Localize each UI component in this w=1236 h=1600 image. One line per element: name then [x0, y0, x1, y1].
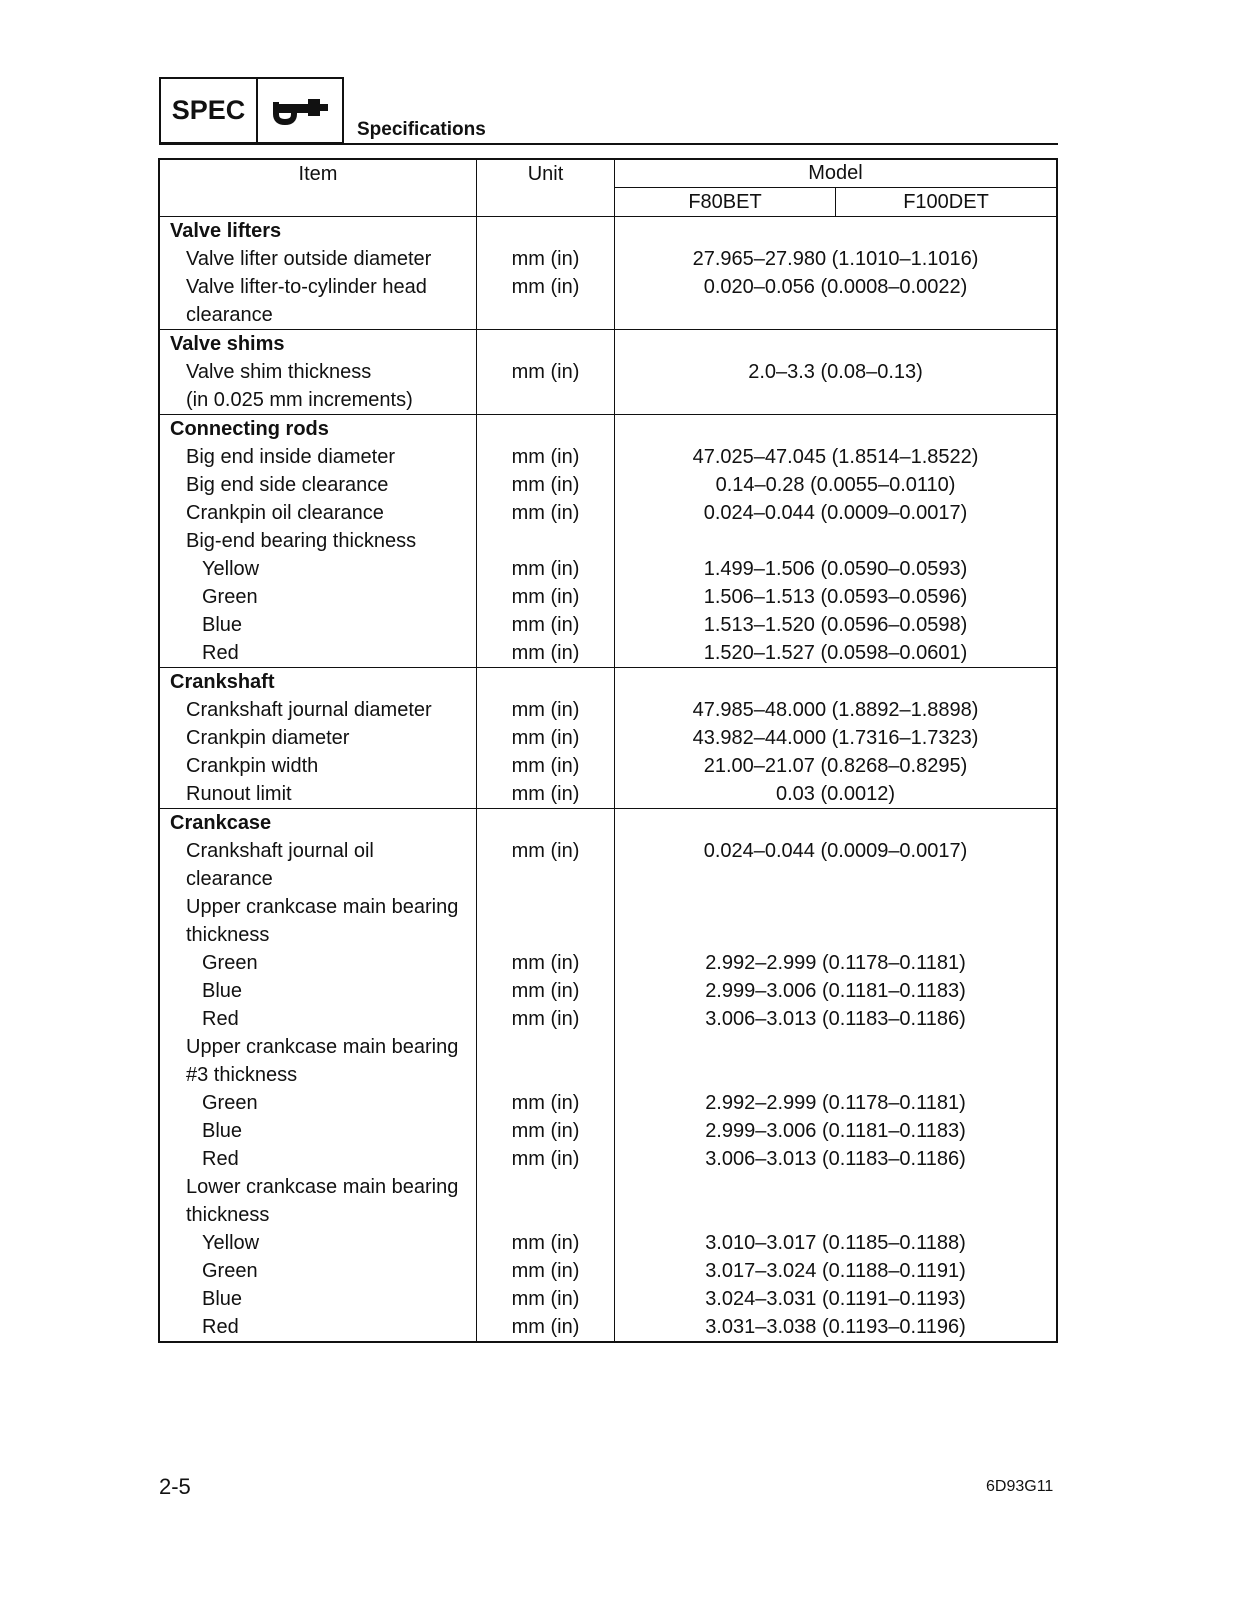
table-row — [159, 583, 1057, 611]
table-row — [159, 273, 1057, 301]
value-cell: 1.520–1.527 (0.0598–0.0601) — [615, 639, 1058, 668]
category-title: Crankcase — [159, 809, 477, 838]
item-cell: Crankshaft journal oil — [159, 837, 477, 865]
value-cell — [615, 921, 1058, 949]
category-title: Valve shims — [159, 330, 477, 359]
section-badge — [159, 77, 344, 144]
unit-cell: mm (in) — [477, 555, 615, 583]
unit-cell — [477, 1061, 615, 1089]
value-cell: 1.506–1.513 (0.0593–0.0596) — [703, 586, 968, 608]
unit-cell: mm (in) — [477, 245, 615, 273]
table-row — [159, 1061, 1057, 1089]
item-cell: Upper crankcase main bearing — [159, 1033, 477, 1061]
value-cell — [615, 415, 1058, 444]
table-row — [159, 1005, 1057, 1033]
item-cell: Red — [159, 1313, 477, 1342]
item-cell: Lower crankcase main bearing — [159, 1173, 477, 1201]
item-cell: Valve lifter-to-cylinder head — [159, 273, 477, 301]
item-cell: Red — [159, 639, 477, 668]
unit-cell: mm (in) — [477, 639, 615, 668]
unit-cell: mm (in) — [477, 724, 615, 752]
table-header-row — [159, 159, 1057, 217]
caliper-gauge-icon — [258, 79, 342, 142]
table-row — [159, 386, 1057, 415]
table-row — [159, 499, 1057, 527]
unit-cell — [477, 301, 615, 330]
item-cell: Crankpin width — [159, 752, 477, 780]
item-cell: thickness — [159, 1201, 477, 1229]
item-cell: clearance — [159, 865, 477, 893]
table-row — [159, 865, 1057, 893]
value-cell — [615, 809, 1058, 838]
unit-cell: mm (in) — [477, 471, 615, 499]
value-cell: 2.992–2.999 (0.1178–0.1181) — [705, 952, 966, 974]
unit-cell — [477, 217, 615, 246]
unit-cell: mm (in) — [477, 1313, 615, 1342]
unit-cell: mm (in) — [477, 696, 615, 724]
table-row — [159, 837, 1057, 865]
item-cell: Big end side clearance — [159, 471, 477, 499]
value-cell — [615, 1061, 1058, 1089]
table-row — [159, 1173, 1057, 1201]
table-row — [159, 921, 1057, 949]
table-row — [159, 527, 1057, 555]
value-cell — [615, 893, 1058, 921]
spec-table — [158, 158, 1058, 1343]
value-cell: 47.025–47.045 (1.8514–1.8522) — [692, 446, 979, 468]
unit-cell: mm (in) — [477, 1117, 615, 1145]
category-row — [159, 809, 1057, 838]
unit-cell: mm (in) — [477, 1005, 615, 1033]
model-f80bet: F80BET — [615, 188, 836, 216]
unit-cell: mm (in) — [477, 611, 615, 639]
value-cell: 3.031–3.038 (0.1193–0.1196) — [705, 1316, 966, 1338]
table-row — [159, 358, 1057, 386]
unit-cell — [477, 386, 615, 415]
unit-cell: mm (in) — [477, 1285, 615, 1313]
unit-cell: mm (in) — [477, 977, 615, 1005]
table-row — [159, 780, 1057, 809]
item-cell: Upper crankcase main bearing — [159, 893, 477, 921]
col-header-model — [615, 159, 1058, 217]
item-cell: Valve lifter outside diameter — [159, 245, 477, 273]
value-cell: 1.499–1.506 (0.0590–0.0593) — [703, 558, 968, 580]
table-row — [159, 977, 1057, 1005]
value-cell: 3.024–3.031 (0.1191–0.1193) — [705, 1288, 966, 1310]
item-cell: Crankshaft journal diameter — [159, 696, 477, 724]
category-row — [159, 330, 1057, 359]
unit-cell — [477, 330, 615, 359]
table-row — [159, 1033, 1057, 1061]
spec-label: SPEC — [161, 79, 258, 142]
table-row — [159, 301, 1057, 330]
item-cell: Blue — [159, 611, 477, 639]
model-label: Model — [615, 160, 1056, 188]
item-cell: Runout limit — [159, 780, 477, 809]
value-cell: 21.00–21.07 (0.8268–0.8295) — [703, 755, 968, 777]
table-row — [159, 555, 1057, 583]
value-cell — [615, 1173, 1058, 1201]
item-cell: clearance — [159, 301, 477, 330]
item-cell: Green — [159, 1089, 477, 1117]
table-row — [159, 245, 1057, 273]
category-row — [159, 217, 1057, 246]
unit-cell: mm (in) — [477, 1145, 615, 1173]
table-row — [159, 1201, 1057, 1229]
table-row — [159, 1145, 1057, 1173]
item-cell: thickness — [159, 921, 477, 949]
unit-cell — [477, 865, 615, 893]
item-cell: Yellow — [159, 1229, 477, 1257]
value-cell: 27.965–27.980 (1.1010–1.1016) — [692, 248, 979, 270]
unit-cell — [477, 893, 615, 921]
table-row — [159, 443, 1057, 471]
item-cell: Big-end bearing thickness — [159, 527, 477, 555]
value-cell — [615, 527, 1058, 555]
unit-cell — [477, 809, 615, 838]
table-row — [159, 1229, 1057, 1257]
unit-cell: mm (in) — [477, 1089, 615, 1117]
item-cell: Valve shim thickness — [159, 358, 477, 386]
value-cell — [615, 217, 1058, 246]
table-row — [159, 471, 1057, 499]
value-cell — [615, 1201, 1058, 1229]
item-cell: Big end inside diameter — [159, 443, 477, 471]
unit-cell: mm (in) — [477, 1229, 615, 1257]
value-cell: 3.010–3.017 (0.1185–0.1188) — [705, 1232, 966, 1254]
value-cell: 2.992–2.999 (0.1178–0.1181) — [705, 1092, 966, 1114]
value-cell: 3.006–3.013 (0.1183–0.1186) — [705, 1008, 966, 1030]
value-cell: 0.03 (0.0012) — [615, 780, 1058, 809]
table-row — [159, 1089, 1057, 1117]
value-cell — [615, 668, 1058, 697]
value-cell — [615, 1033, 1058, 1061]
table-row — [159, 696, 1057, 724]
item-cell: #3 thickness — [159, 1061, 477, 1089]
table-row — [159, 639, 1057, 668]
value-cell — [615, 330, 1058, 359]
value-cell: 43.982–44.000 (1.7316–1.7323) — [692, 727, 979, 749]
item-cell: Green — [159, 1257, 477, 1285]
unit-cell: mm (in) — [477, 1257, 615, 1285]
table-row — [159, 611, 1057, 639]
item-cell: Yellow — [159, 555, 477, 583]
value-cell: 2.999–3.006 (0.1181–0.1183) — [705, 1120, 966, 1142]
value-cell: 0.020–0.056 (0.0008–0.0022) — [703, 276, 968, 298]
table-row — [159, 1285, 1057, 1313]
value-cell: 1.513–1.520 (0.0596–0.0598) — [703, 614, 968, 636]
table-row — [159, 1117, 1057, 1145]
category-title: Crankshaft — [159, 668, 477, 697]
value-cell: 2.999–3.006 (0.1181–0.1183) — [705, 980, 966, 1002]
unit-cell: mm (in) — [477, 273, 615, 301]
unit-cell — [477, 668, 615, 697]
unit-cell — [477, 1201, 615, 1229]
unit-cell: mm (in) — [477, 358, 615, 386]
category-row — [159, 415, 1057, 444]
table-row — [159, 893, 1057, 921]
table-row — [159, 949, 1057, 977]
value-cell: 47.985–48.000 (1.8892–1.8898) — [692, 699, 979, 721]
item-cell: Crankpin oil clearance — [159, 499, 477, 527]
table-row — [159, 724, 1057, 752]
item-cell: Crankpin diameter — [159, 724, 477, 752]
category-row — [159, 668, 1057, 697]
value-cell — [615, 386, 1058, 415]
item-cell: Red — [159, 1005, 477, 1033]
col-header-item: Item — [159, 159, 477, 217]
value-cell: 0.024–0.044 (0.0009–0.0017) — [703, 840, 968, 862]
unit-cell — [477, 1173, 615, 1201]
item-cell: Blue — [159, 1285, 477, 1313]
unit-cell: mm (in) — [477, 752, 615, 780]
document-code: 6D93G11 — [986, 1478, 1054, 1495]
value-cell — [615, 301, 1058, 330]
category-title: Valve lifters — [159, 217, 477, 246]
col-header-unit: Unit — [477, 159, 615, 217]
value-cell — [615, 865, 1058, 893]
unit-cell: mm (in) — [477, 499, 615, 527]
table-row — [159, 752, 1057, 780]
unit-cell — [477, 1033, 615, 1061]
unit-cell — [477, 527, 615, 555]
unit-cell: mm (in) — [477, 837, 615, 865]
value-cell: 0.14–0.28 (0.0055–0.0110) — [715, 474, 956, 496]
value-cell: 0.024–0.044 (0.0009–0.0017) — [703, 502, 968, 524]
table-row — [159, 1257, 1057, 1285]
value-cell: 3.017–3.024 (0.1188–0.1191) — [705, 1260, 966, 1282]
item-cell: Blue — [159, 1117, 477, 1145]
unit-cell: mm (in) — [477, 583, 615, 611]
page-number: 2-5 — [159, 1474, 191, 1499]
table-row — [159, 1313, 1057, 1342]
unit-cell: mm (in) — [477, 443, 615, 471]
item-cell: Green — [159, 583, 477, 611]
category-title: Connecting rods — [159, 415, 477, 444]
unit-cell: mm (in) — [477, 949, 615, 977]
item-cell: Green — [159, 949, 477, 977]
item-cell: (in 0.025 mm increments) — [159, 386, 477, 415]
item-cell: Blue — [159, 977, 477, 1005]
value-cell: 3.006–3.013 (0.1183–0.1186) — [705, 1148, 966, 1170]
unit-cell — [477, 921, 615, 949]
value-cell: 2.0–3.3 (0.08–0.13) — [748, 361, 923, 383]
item-cell: Red — [159, 1145, 477, 1173]
header-rule — [159, 143, 1058, 145]
unit-cell: mm (in) — [477, 780, 615, 809]
page-title: Specifications — [357, 119, 486, 140]
unit-cell — [477, 415, 615, 444]
model-f100det: F100DET — [903, 191, 989, 213]
